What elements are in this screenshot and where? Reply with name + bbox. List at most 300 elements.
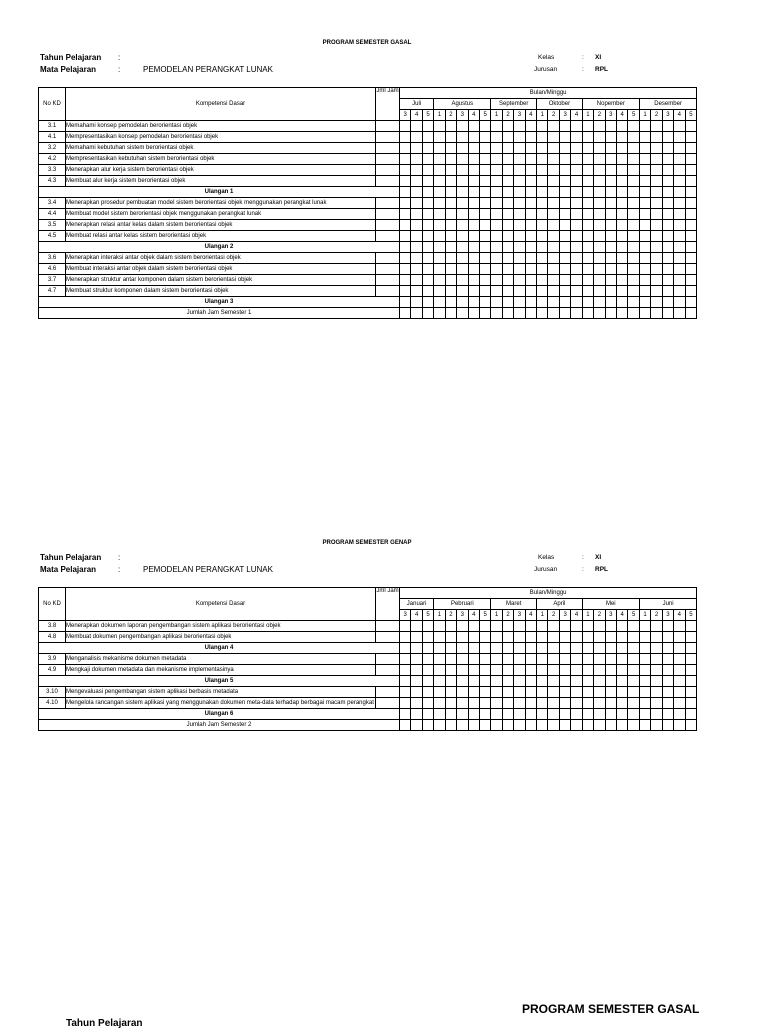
week-cell	[582, 132, 593, 143]
table-row	[39, 121, 697, 132]
week-cell	[605, 154, 616, 165]
week-cell	[582, 709, 593, 720]
jml-jam-cell	[376, 220, 400, 231]
week-cell	[445, 209, 456, 220]
week-cell	[571, 687, 582, 698]
week-cell	[605, 231, 616, 242]
week-cell	[617, 698, 628, 709]
kd-number: 3.3	[39, 165, 66, 176]
header-week: 1	[537, 610, 548, 621]
week-cell	[468, 121, 479, 132]
week-cell	[662, 709, 673, 720]
week-cell	[571, 643, 582, 654]
week-cell	[514, 121, 525, 132]
week-cell	[445, 275, 456, 286]
week-cell	[674, 275, 685, 286]
week-cell	[594, 297, 605, 308]
kd-number: 4.10	[39, 698, 66, 709]
week-cell	[422, 154, 433, 165]
week-cell	[685, 154, 697, 165]
week-cell	[639, 687, 650, 698]
week-cell	[468, 665, 479, 676]
week-cell	[571, 621, 582, 632]
week-cell	[457, 220, 468, 231]
week-cell	[685, 176, 697, 187]
kompetensi-text: Mengkaji dokumen metadata dan mekanisme implementasinya	[66, 665, 376, 676]
week-cell	[468, 242, 479, 253]
jumlah-jam-label: Jumlah Jam Semester 1	[39, 308, 400, 319]
header-week: 3	[559, 110, 570, 121]
week-cell	[468, 209, 479, 220]
week-cell	[537, 643, 548, 654]
week-cell	[605, 275, 616, 286]
week-cell	[514, 165, 525, 176]
week-cell	[514, 220, 525, 231]
week-cell	[662, 621, 673, 632]
kd-number: 3.2	[39, 143, 66, 154]
week-cell	[445, 264, 456, 275]
week-cell	[422, 687, 433, 698]
week-cell	[525, 220, 536, 231]
week-cell	[422, 187, 433, 198]
table-row	[39, 275, 697, 286]
week-cell	[400, 643, 411, 654]
week-cell	[514, 643, 525, 654]
week-cell	[685, 264, 697, 275]
jml-jam-cell	[376, 154, 400, 165]
week-cell	[559, 643, 570, 654]
week-cell	[434, 242, 445, 253]
week-cell	[605, 698, 616, 709]
week-cell	[525, 698, 536, 709]
week-cell	[628, 154, 639, 165]
week-cell	[685, 676, 697, 687]
week-cell	[594, 286, 605, 297]
week-cell	[594, 308, 605, 319]
jml-jam-cell	[376, 698, 400, 709]
week-cell	[639, 665, 650, 676]
week-cell	[605, 709, 616, 720]
header-week: 5	[628, 610, 639, 621]
week-cell	[582, 220, 593, 231]
week-cell	[559, 253, 570, 264]
week-cell	[537, 121, 548, 132]
week-cell	[502, 297, 513, 308]
week-cell	[628, 132, 639, 143]
table-row	[39, 209, 697, 220]
week-cell	[400, 198, 411, 209]
week-cell	[445, 220, 456, 231]
week-cell	[674, 187, 685, 198]
week-cell	[422, 253, 433, 264]
week-cell	[571, 698, 582, 709]
week-cell	[662, 253, 673, 264]
header-week: 3	[605, 610, 616, 621]
week-cell	[582, 143, 593, 154]
week-cell	[685, 308, 697, 319]
week-cell	[685, 698, 697, 709]
jml-jam-cell	[376, 231, 400, 242]
week-cell	[445, 187, 456, 198]
week-cell	[491, 654, 502, 665]
mata-pelajaran-value: PEMODELAN PERANGKAT LUNAK	[143, 565, 273, 574]
week-cell	[445, 242, 456, 253]
week-cell	[502, 632, 513, 643]
week-cell	[468, 275, 479, 286]
week-cell	[662, 654, 673, 665]
header-week: 4	[674, 110, 685, 121]
week-cell	[559, 165, 570, 176]
week-cell	[445, 308, 456, 319]
week-cell	[685, 187, 697, 198]
week-cell	[559, 154, 570, 165]
header-month: Desember	[639, 99, 696, 110]
week-cell	[514, 654, 525, 665]
week-cell	[491, 231, 502, 242]
week-cell	[411, 643, 422, 654]
week-cell	[468, 698, 479, 709]
week-cell	[685, 720, 697, 731]
week-cell	[400, 154, 411, 165]
week-cell	[639, 176, 650, 187]
week-cell	[434, 176, 445, 187]
week-cell	[514, 308, 525, 319]
week-cell	[457, 665, 468, 676]
header-week: 5	[685, 610, 697, 621]
week-cell	[434, 154, 445, 165]
week-cell	[628, 308, 639, 319]
week-cell	[457, 275, 468, 286]
week-cell	[594, 165, 605, 176]
week-cell	[525, 665, 536, 676]
header-month: Juli	[400, 99, 434, 110]
week-cell	[514, 154, 525, 165]
week-cell	[502, 154, 513, 165]
header-week: 3	[662, 610, 673, 621]
week-cell	[468, 643, 479, 654]
jml-jam-cell	[376, 286, 400, 297]
week-cell	[479, 143, 490, 154]
table-row	[39, 720, 697, 731]
week-cell	[582, 654, 593, 665]
week-cell	[491, 198, 502, 209]
kompetensi-text: Mempresentasikan konsep pemodelan berorientasi objek	[66, 132, 376, 143]
week-cell	[457, 143, 468, 154]
table-row	[39, 132, 697, 143]
week-cell	[502, 264, 513, 275]
week-cell	[400, 187, 411, 198]
week-cell	[559, 698, 570, 709]
week-cell	[411, 209, 422, 220]
week-cell	[537, 676, 548, 687]
week-cell	[605, 220, 616, 231]
kd-number: 3.5	[39, 220, 66, 231]
week-cell	[662, 308, 673, 319]
header-no-kd: No KD	[39, 88, 66, 121]
kelas-colon: :	[582, 54, 584, 61]
jml-jam-cell	[376, 176, 400, 187]
kd-number: 4.2	[39, 154, 66, 165]
week-cell	[582, 643, 593, 654]
week-cell	[422, 264, 433, 275]
week-cell	[525, 187, 536, 198]
week-cell	[639, 154, 650, 165]
week-cell	[571, 253, 582, 264]
week-cell	[445, 143, 456, 154]
tahun-label: Tahun Pelajaran	[40, 553, 102, 562]
week-cell	[548, 643, 559, 654]
week-cell	[400, 308, 411, 319]
week-cell	[434, 308, 445, 319]
week-cell	[617, 643, 628, 654]
week-cell	[445, 720, 456, 731]
jml-jam-cell	[376, 654, 400, 665]
jml-jam-cell	[376, 275, 400, 286]
week-cell	[548, 264, 559, 275]
week-cell	[468, 687, 479, 698]
week-cell	[491, 209, 502, 220]
week-cell	[594, 264, 605, 275]
week-cell	[411, 632, 422, 643]
week-cell	[468, 286, 479, 297]
week-cell	[582, 286, 593, 297]
week-cell	[422, 709, 433, 720]
week-cell	[639, 709, 650, 720]
header-week: 1	[582, 610, 593, 621]
week-cell	[571, 121, 582, 132]
jurusan-label: Jurusan	[534, 66, 558, 73]
week-cell	[400, 176, 411, 187]
week-cell	[525, 264, 536, 275]
week-cell	[548, 231, 559, 242]
week-cell	[479, 121, 490, 132]
week-cell	[434, 220, 445, 231]
table-row	[39, 176, 697, 187]
week-cell	[434, 676, 445, 687]
week-cell	[525, 198, 536, 209]
week-cell	[411, 665, 422, 676]
week-cell	[617, 632, 628, 643]
week-cell	[502, 275, 513, 286]
jml-jam-cell	[376, 121, 400, 132]
week-cell	[571, 231, 582, 242]
table-row	[39, 709, 697, 720]
week-cell	[400, 286, 411, 297]
header-week: 4	[617, 110, 628, 121]
week-cell	[457, 264, 468, 275]
week-cell	[594, 231, 605, 242]
week-cell	[559, 297, 570, 308]
week-cell	[685, 253, 697, 264]
week-cell	[651, 187, 662, 198]
week-cell	[491, 165, 502, 176]
week-cell	[582, 621, 593, 632]
week-cell	[548, 132, 559, 143]
week-cell	[491, 154, 502, 165]
week-cell	[605, 286, 616, 297]
week-cell	[662, 264, 673, 275]
week-cell	[639, 632, 650, 643]
ulangan-row-label: Ulangan 1	[39, 187, 400, 198]
tahun-colon: :	[118, 553, 121, 562]
header-bulan-minggu: Bulan/Minggu	[400, 588, 697, 599]
week-cell	[559, 308, 570, 319]
jml-jam-cell	[376, 621, 400, 632]
header-week: 3	[457, 110, 468, 121]
week-cell	[582, 275, 593, 286]
week-cell	[525, 676, 536, 687]
week-cell	[594, 698, 605, 709]
week-cell	[457, 165, 468, 176]
week-cell	[445, 231, 456, 242]
week-cell	[548, 176, 559, 187]
week-cell	[491, 286, 502, 297]
week-cell	[491, 220, 502, 231]
week-cell	[491, 632, 502, 643]
week-cell	[411, 709, 422, 720]
table-row	[39, 308, 697, 319]
week-cell	[582, 242, 593, 253]
header-week: 2	[502, 110, 513, 121]
week-cell	[639, 231, 650, 242]
kompetensi-text: Menerapkan alur kerja sistem berorientasi objek	[66, 165, 376, 176]
week-cell	[548, 676, 559, 687]
week-cell	[674, 176, 685, 187]
week-cell	[479, 253, 490, 264]
kompetensi-text: Membuat dokumen pengembangan aplikasi berorientasi objek	[66, 632, 376, 643]
kd-number: 4.9	[39, 665, 66, 676]
ulangan-row-label: Ulangan 2	[39, 242, 400, 253]
week-cell	[457, 308, 468, 319]
week-cell	[582, 676, 593, 687]
week-cell	[662, 720, 673, 731]
week-cell	[571, 632, 582, 643]
week-cell	[445, 621, 456, 632]
week-cell	[468, 198, 479, 209]
week-cell	[502, 709, 513, 720]
week-cell	[582, 665, 593, 676]
week-cell	[685, 143, 697, 154]
week-cell	[479, 665, 490, 676]
week-cell	[537, 709, 548, 720]
week-cell	[662, 275, 673, 286]
week-cell	[605, 143, 616, 154]
week-cell	[594, 198, 605, 209]
week-cell	[457, 654, 468, 665]
week-cell	[445, 665, 456, 676]
week-cell	[468, 308, 479, 319]
week-cell	[411, 132, 422, 143]
week-cell	[548, 165, 559, 176]
week-cell	[662, 698, 673, 709]
week-cell	[617, 286, 628, 297]
week-cell	[445, 687, 456, 698]
tahun-colon: :	[118, 53, 121, 62]
week-cell	[514, 242, 525, 253]
week-cell	[651, 121, 662, 132]
header-week: 1	[491, 110, 502, 121]
header-week: 1	[434, 610, 445, 621]
header-month: Juni	[639, 599, 696, 610]
week-cell	[457, 132, 468, 143]
week-cell	[594, 121, 605, 132]
week-cell	[434, 632, 445, 643]
week-cell	[491, 143, 502, 154]
week-cell	[491, 264, 502, 275]
week-cell	[605, 165, 616, 176]
header-month: Pebruari	[434, 599, 491, 610]
week-cell	[400, 220, 411, 231]
week-cell	[639, 220, 650, 231]
header-week: 4	[571, 610, 582, 621]
week-cell	[571, 143, 582, 154]
table-row	[39, 231, 697, 242]
week-cell	[479, 297, 490, 308]
program-table	[38, 87, 697, 319]
week-cell	[548, 665, 559, 676]
week-cell	[674, 643, 685, 654]
jurusan-value: RPL	[595, 566, 608, 573]
week-cell	[559, 709, 570, 720]
kompetensi-text: Menganalisis mekanisme dokumen metadata	[66, 654, 376, 665]
header-week: 4	[411, 110, 422, 121]
week-cell	[457, 643, 468, 654]
week-cell	[479, 709, 490, 720]
week-cell	[434, 297, 445, 308]
week-cell	[468, 143, 479, 154]
week-cell	[617, 121, 628, 132]
table-row	[39, 286, 697, 297]
week-cell	[685, 242, 697, 253]
week-cell	[479, 165, 490, 176]
week-cell	[434, 231, 445, 242]
table-row	[39, 143, 697, 154]
week-cell	[628, 198, 639, 209]
week-cell	[434, 209, 445, 220]
week-cell	[502, 242, 513, 253]
week-cell	[411, 198, 422, 209]
week-cell	[582, 698, 593, 709]
week-cell	[525, 286, 536, 297]
week-cell	[628, 720, 639, 731]
week-cell	[445, 198, 456, 209]
week-cell	[468, 632, 479, 643]
week-cell	[582, 253, 593, 264]
week-cell	[559, 720, 570, 731]
header-week: 5	[422, 610, 433, 621]
week-cell	[434, 165, 445, 176]
week-cell	[582, 154, 593, 165]
week-cell	[422, 143, 433, 154]
table-row	[39, 220, 697, 231]
week-cell	[628, 264, 639, 275]
week-cell	[468, 165, 479, 176]
week-cell	[685, 121, 697, 132]
week-cell	[559, 621, 570, 632]
week-cell	[502, 231, 513, 242]
header-kompetensi: Kompetensi Dasar	[66, 88, 376, 121]
week-cell	[537, 165, 548, 176]
kd-number: 4.5	[39, 231, 66, 242]
week-cell	[479, 632, 490, 643]
week-cell	[605, 654, 616, 665]
header-week: 3	[400, 110, 411, 121]
week-cell	[674, 242, 685, 253]
week-cell	[628, 709, 639, 720]
week-cell	[525, 165, 536, 176]
week-cell	[491, 709, 502, 720]
week-cell	[411, 165, 422, 176]
